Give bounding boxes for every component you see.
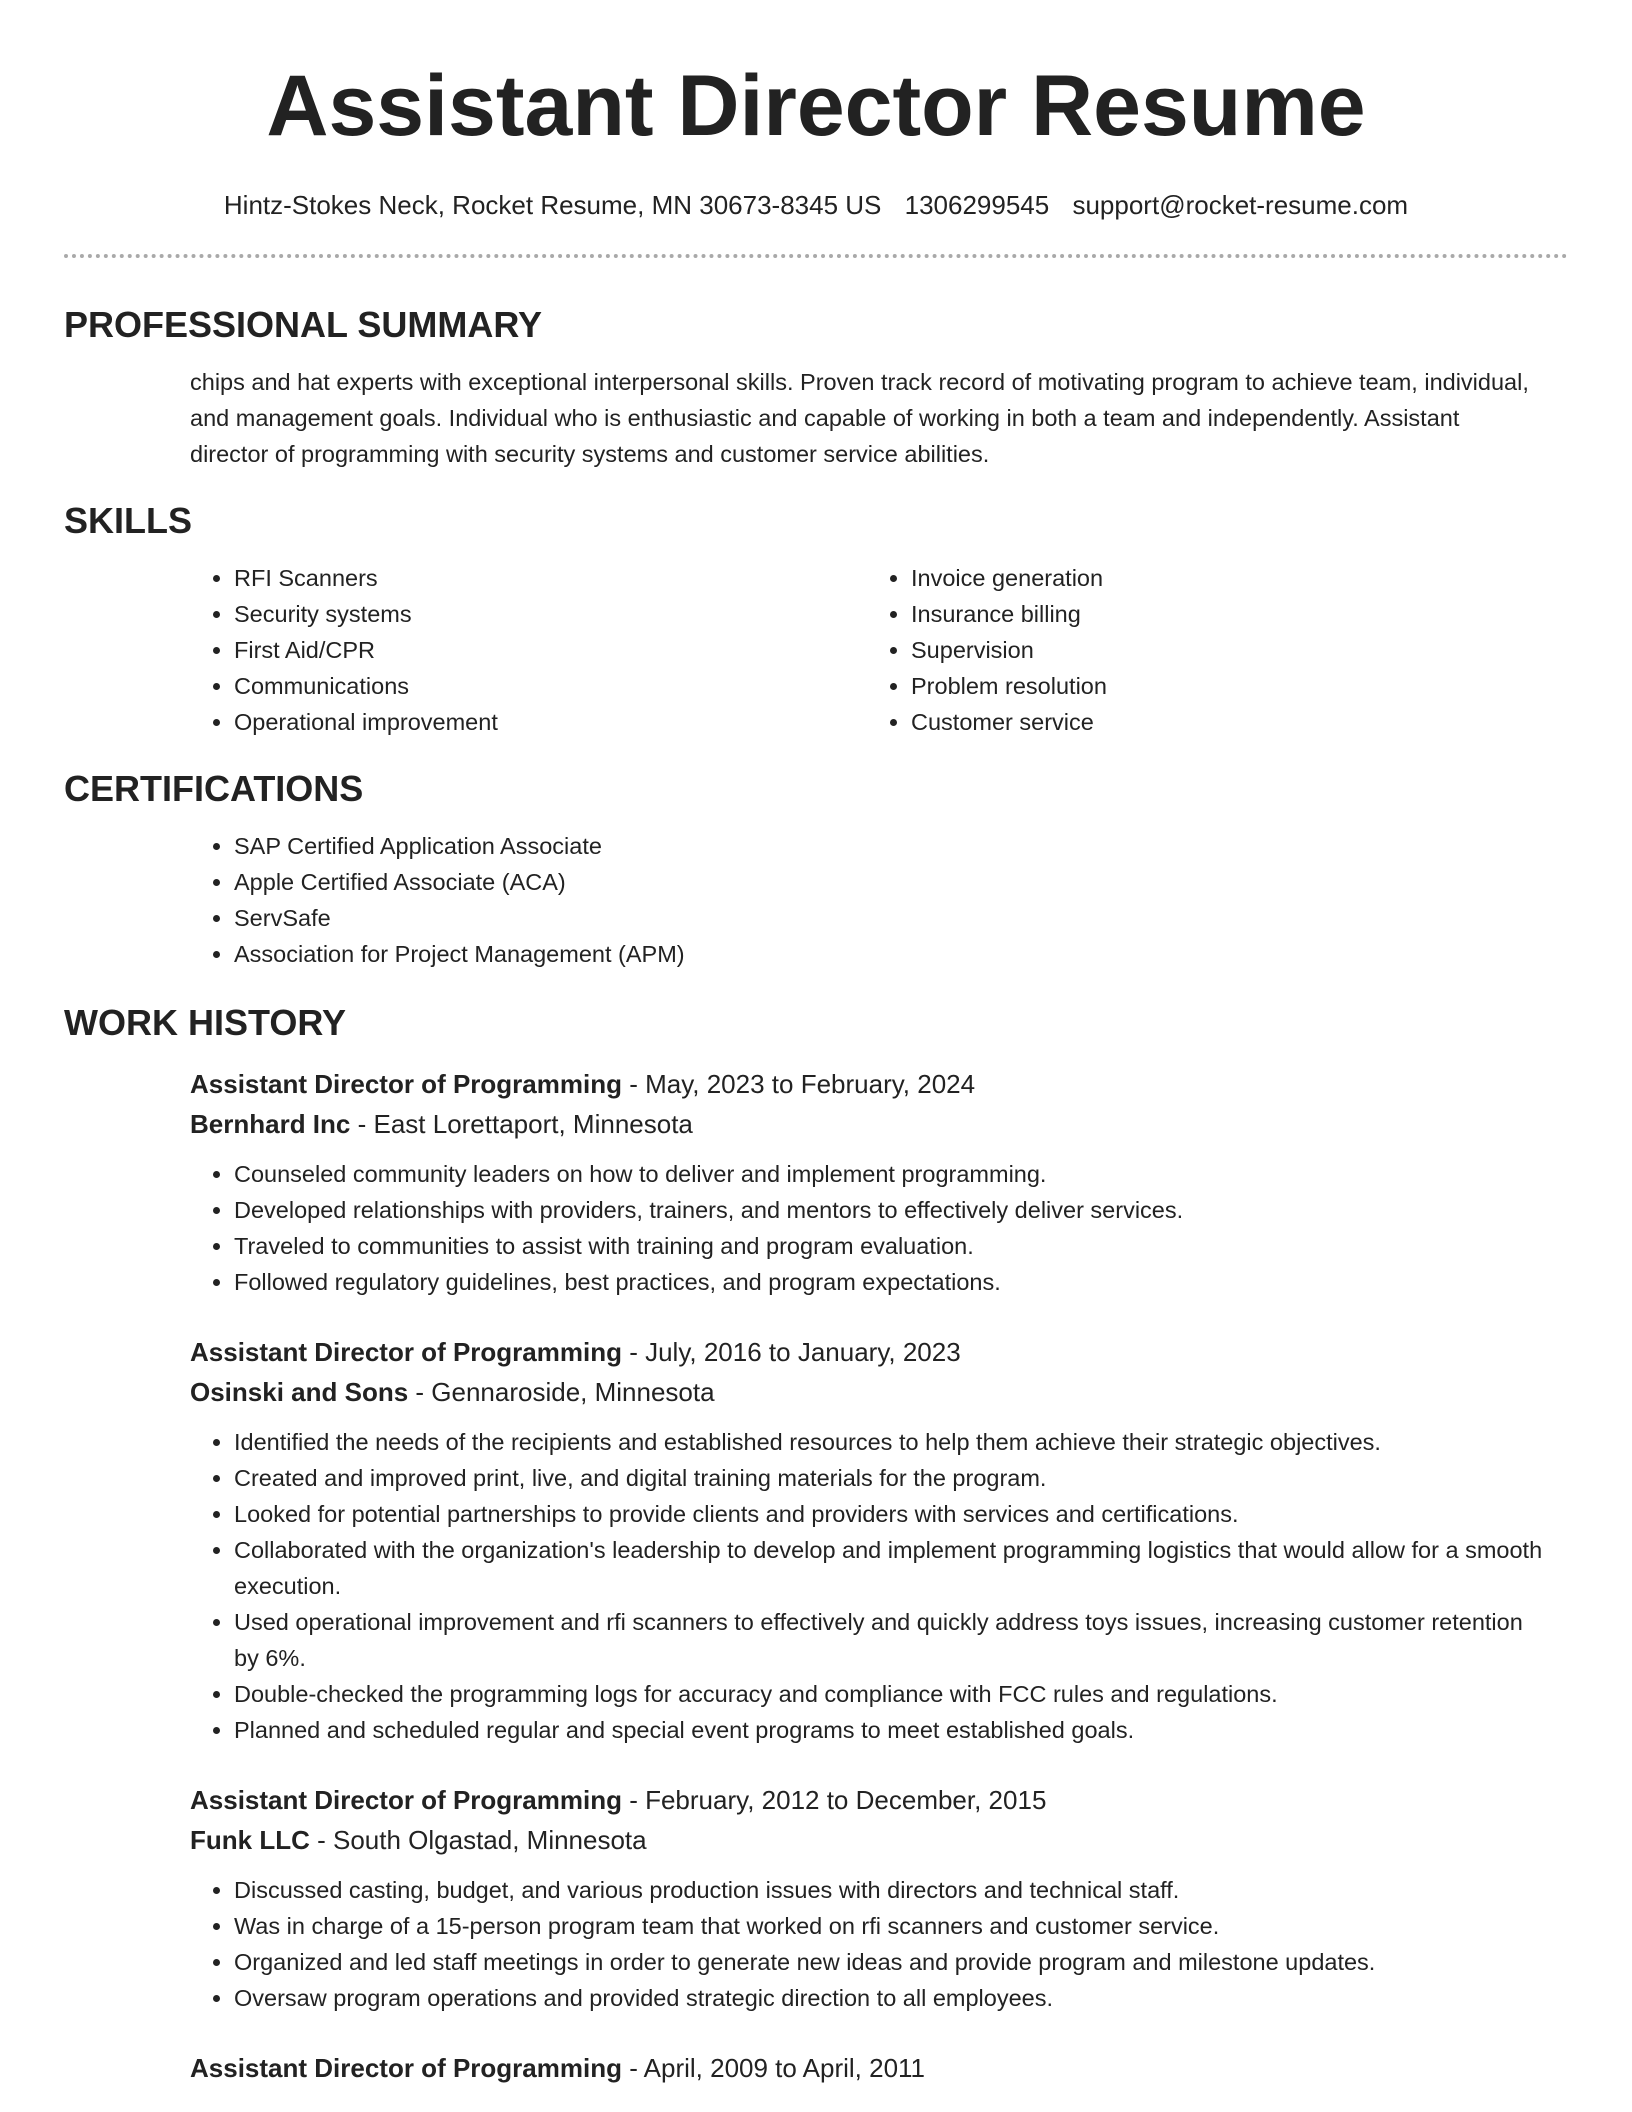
job-dates: - July, 2016 to January, 2023 bbox=[621, 1337, 961, 1367]
skills-grid bbox=[190, 560, 1544, 740]
job-entry bbox=[190, 1334, 1544, 1748]
job-dates: - February, 2012 to December, 2015 bbox=[621, 1785, 1047, 1815]
skills-list-left bbox=[190, 560, 867, 740]
skills-heading: SKILLS bbox=[64, 500, 193, 541]
job-bullet: • Followed regulatory guidelines, best practices, and program expectations. bbox=[234, 1264, 1544, 1300]
job-title-line bbox=[190, 1782, 1544, 1818]
job-role: Assistant Director of Programming bbox=[190, 1785, 622, 1815]
job-bullet: • Was in charge of a 15-person program team that worked on rfi scanners and customer service. bbox=[234, 1908, 1544, 1944]
job-dates: - May, 2023 to February, 2024 bbox=[621, 1069, 976, 1099]
resume-title: Assistant Director Resume bbox=[266, 58, 1366, 154]
certification-item: • SAP Certified Application Associate bbox=[234, 828, 1544, 864]
work-history-heading: WORK HISTORY bbox=[64, 1002, 347, 1043]
job-bullets bbox=[190, 1424, 1544, 1748]
job-dates: - April, 2009 to April, 2011 bbox=[621, 2053, 926, 2083]
job-title-line bbox=[190, 1066, 1544, 1102]
job-entry bbox=[190, 2050, 1544, 2086]
work-history-section bbox=[64, 1002, 1568, 2086]
job-bullet: • Looked for potential partnerships to provide clients and providers with services and certifications. bbox=[234, 1496, 1544, 1532]
skill-item: • Communications bbox=[234, 668, 867, 704]
job-company-line bbox=[190, 1106, 1544, 1142]
certification-item: • Association for Project Management (APM) bbox=[234, 936, 1544, 972]
job-bullets bbox=[190, 1156, 1544, 1300]
skill-item: • Problem resolution bbox=[911, 668, 1544, 704]
certifications-list bbox=[190, 828, 1544, 972]
job-location: - South Olgastad, Minnesota bbox=[309, 1825, 647, 1855]
header-divider bbox=[64, 254, 1568, 258]
contact-line bbox=[64, 190, 1568, 220]
job-company-line bbox=[190, 1822, 1544, 1858]
job-entry bbox=[190, 1782, 1544, 2016]
job-entry bbox=[190, 1066, 1544, 1300]
job-bullet: • Oversaw program operations and provided strategic direction to all employees. bbox=[234, 1980, 1544, 2016]
job-company: Bernhard Inc bbox=[190, 1109, 351, 1139]
certifications-heading: CERTIFICATIONS bbox=[64, 768, 364, 809]
job-location: - Gennaroside, Minnesota bbox=[408, 1377, 715, 1407]
skills-list-right bbox=[867, 560, 1544, 740]
skill-item: • Operational improvement bbox=[234, 704, 867, 740]
job-bullet: • Counseled community leaders on how to deliver and implement programming. bbox=[234, 1156, 1544, 1192]
job-bullets bbox=[190, 1872, 1544, 2016]
skill-item: • RFI Scanners bbox=[234, 560, 867, 596]
job-bullet: • Collaborated with the organization's leadership to develop and implement programming logistics that would allow for a smooth execution. bbox=[234, 1532, 1544, 1604]
job-bullet: • Discussed casting, budget, and various production issues with directors and technical staff. bbox=[234, 1872, 1544, 1908]
job-bullet: • Identified the needs of the recipients and established resources to help them achieve their strategic objectives. bbox=[234, 1424, 1544, 1460]
job-bullet: • Used operational improvement and rfi scanners to effectively and quickly address toys issues, increasing customer retention by 6%. bbox=[234, 1604, 1544, 1676]
skill-item: • Invoice generation bbox=[911, 560, 1544, 596]
certifications-section bbox=[64, 768, 1568, 972]
contact-phone: 1306299545 bbox=[904, 190, 1050, 220]
job-title-line bbox=[190, 1334, 1544, 1370]
job-bullet: • Double-checked the programming logs for accuracy and compliance with FCC rules and regulations. bbox=[234, 1676, 1544, 1712]
job-company: Osinski and Sons bbox=[190, 1377, 409, 1407]
certification-item: • Apple Certified Associate (ACA) bbox=[234, 864, 1544, 900]
job-bullet: • Traveled to communities to assist with training and program evaluation. bbox=[234, 1228, 1544, 1264]
skill-item: • Security systems bbox=[234, 596, 867, 632]
contact-address: Hintz-Stokes Neck, Rocket Resume, MN 30673-8345 US bbox=[223, 190, 882, 220]
job-bullet: • Planned and scheduled regular and special event programs to meet established goals. bbox=[234, 1712, 1544, 1748]
certification-item: • ServSafe bbox=[234, 900, 1544, 936]
job-location: - East Lorettaport, Minnesota bbox=[350, 1109, 693, 1139]
skill-item: • Supervision bbox=[911, 632, 1544, 668]
contact-email: support@rocket-resume.com bbox=[1072, 190, 1409, 220]
job-role: Assistant Director of Programming bbox=[190, 1069, 622, 1099]
skill-item: • First Aid/CPR bbox=[234, 632, 867, 668]
skills-section bbox=[64, 500, 1568, 740]
job-bullet: • Created and improved print, live, and digital training materials for the program. bbox=[234, 1460, 1544, 1496]
skill-item: • Customer service bbox=[911, 704, 1544, 740]
job-bullet: • Organized and led staff meetings in order to generate new ideas and provide program and milestone updates. bbox=[234, 1944, 1544, 1980]
job-bullet: • Developed relationships with providers, trainers, and mentors to effectively deliver services. bbox=[234, 1192, 1544, 1228]
summary-heading: PROFESSIONAL SUMMARY bbox=[64, 304, 543, 345]
job-company: Funk LLC bbox=[190, 1825, 310, 1855]
summary-section bbox=[64, 304, 1568, 472]
job-role: Assistant Director of Programming bbox=[190, 1337, 622, 1367]
summary-text: chips and hat experts with exceptional interpersonal skills. Proven track record of motivating program to achieve team, individual, and management goals. Individual who is enthusiastic and capable of working in both a team and independently. Assistant director of programming with security systems and customer service abilities. bbox=[190, 369, 1529, 467]
job-title-line bbox=[190, 2050, 1544, 2086]
job-company-line bbox=[190, 1374, 1544, 1410]
skill-item: • Insurance billing bbox=[911, 596, 1544, 632]
job-role: Assistant Director of Programming bbox=[190, 2053, 622, 2083]
